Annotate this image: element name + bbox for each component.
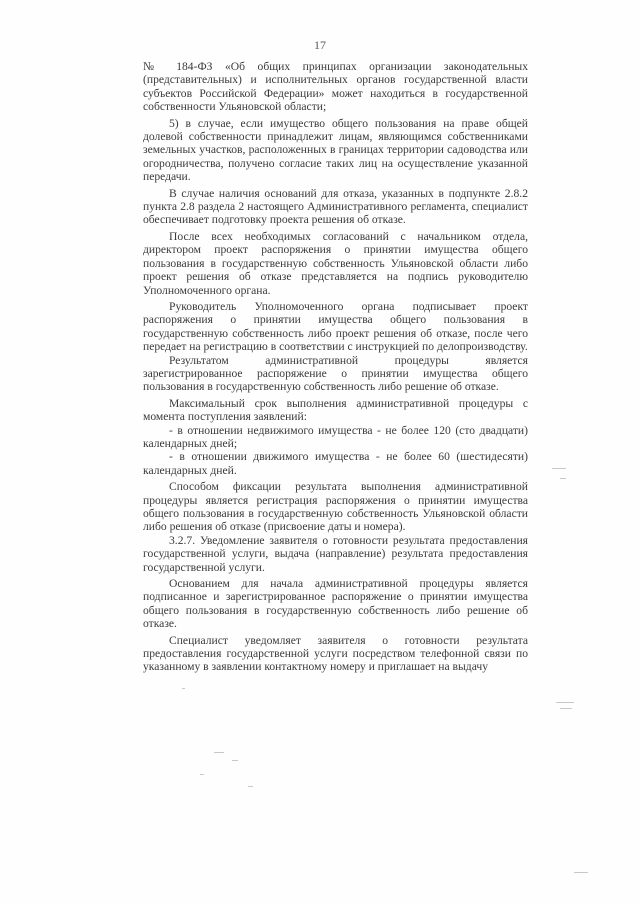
paragraph-section-3-2-7: 3.2.7. Уведомление заявителя о готовности результата предоставления государственной услуги, выдача (направление) результата предоставления государственной услуги.	[143, 533, 528, 574]
paragraph-item-5: 5) в случае, если имущество общего пользования на праве общей долевой собственности принадлежит лицам, являющимся собственниками земельных участков, расположенных в границах территории садоводства или огородничества, получено согласие таких лиц на осуществление указанной передачи.	[143, 116, 528, 184]
paragraph-notification: Специалист уведомляет заявителя о готовности результата предоставления государственной услуги посредством телефонной связи по указанному в заявлении контактному номеру и приглашает на выдачу	[143, 633, 528, 674]
paragraph-procedure-basis: Основанием для начала административной процедуры является подписанное и зарегистрированное распоряжение о принятии имущества общего пользования в государственную собственность либо решение об отказе.	[143, 577, 528, 631]
paragraph-law-reference: № 184-ФЗ «Об общих принципах организации законодательных (представительных) и исполнительных органов государственной власти субъектов Российской Федерации» может находиться в государственной собственности Ульяновской области;	[143, 60, 528, 114]
paragraph-max-term: Максимальный срок выполнения административной процедуры с момента поступления заявлений:	[143, 396, 528, 424]
paragraph-head-signs: Руководитель Уполномоченного органа подписывает проект распоряжения о принятии имущества общего пользования в государственную собственность либо проект решения об отказе, после чего передает на регистрацию в соответствии с инструкцией по делопроизводству.	[143, 299, 528, 354]
paragraph-immovable-term: - в отношении недвижимого имущества - не более 120 (сто двадцати) календарных дней;	[143, 423, 528, 450]
paragraph-result: Результатом административной процедуры является зарегистрированное распоряжение о принятии имущества общего пользования в государственную собственность либо решение об отказе.	[143, 353, 528, 394]
page-number: 17	[314, 38, 326, 52]
paragraph-refusal-grounds: В случае наличия оснований для отказа, указанных в подпункте 2.8.2 пункта 2.8 раздела 2 настоящего Административного регламента, специалист обеспечивает подготовку проекта решения об отказе.	[143, 186, 528, 227]
paragraph-movable-term: - в отношении движимого имущества - не более 60 (шестидесяти) календарных дней.	[143, 450, 528, 477]
paragraph-approvals: После всех необходимых согласований с начальником отдела, директором проект распоряжения о принятии имущества общего пользования в государственную собственность Ульяновской области либо проект решения об отказе представляется на подпись руководителю Уполномоченного органа.	[143, 229, 528, 297]
document-body	[143, 60, 528, 674]
paragraph-fixation: Способом фиксации результата выполнения административной процедуры является регистрация распоряжения о принятии имущества общего пользования в государственную собственность Ульяновской области либо решения об отказе (присвоение даты и номера).	[143, 480, 528, 534]
